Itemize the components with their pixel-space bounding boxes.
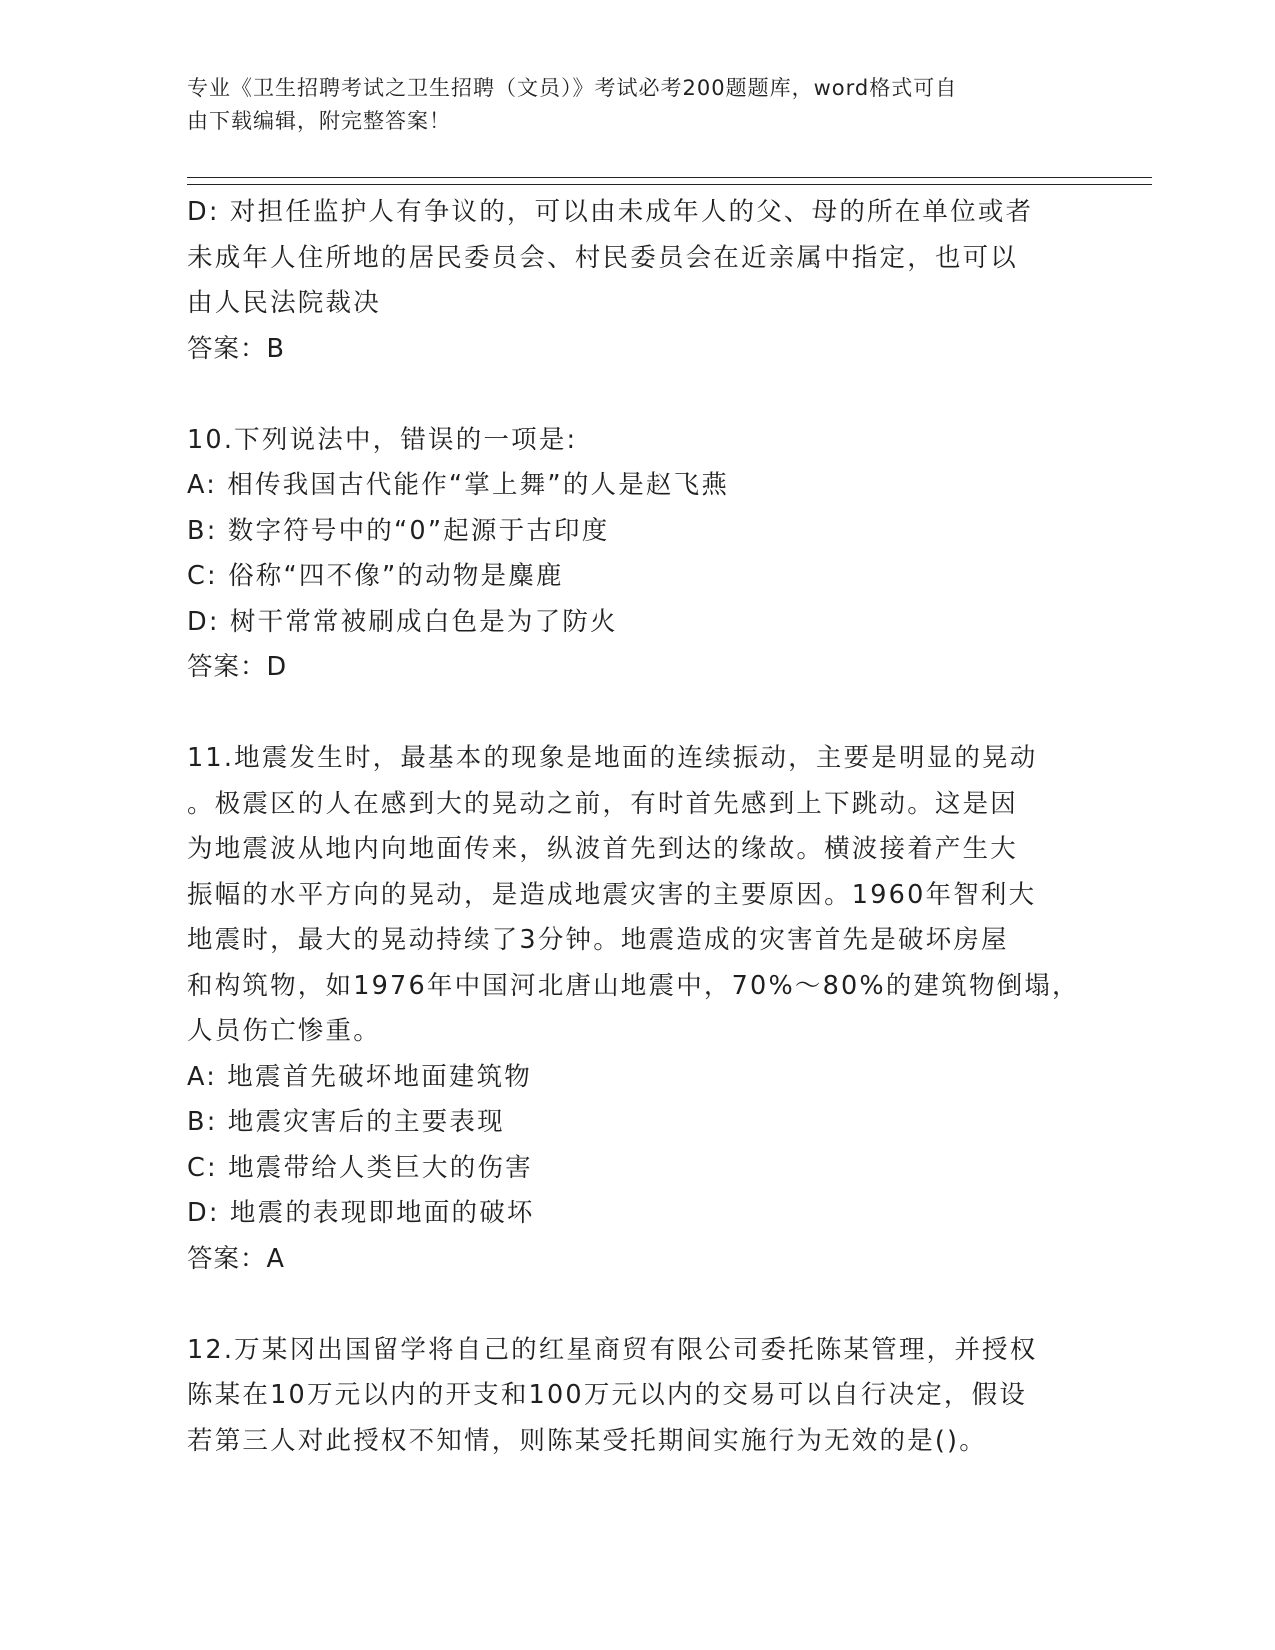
q11-option-b: B: 地震灾害后的主要表现 <box>187 1107 505 1137</box>
q10-stem: 10.下列说法中，错误的一项是: <box>187 424 578 455</box>
q11-stem-line: 11.地震发生时，最基本的现象是地面的连续振动，主要是明显的晃动 <box>187 743 1038 773</box>
q12-stem-line: 若第三人对此授权不知情，则陈某受托期间实施行为无效的是()。 <box>187 1425 987 1456</box>
document-header <box>187 72 1067 138</box>
q9-option-d-line: 未成年人住所地的居民委员会、村民委员会在近亲属中指定，也可以 <box>187 242 1019 273</box>
q11-stem-line: 人员伤亡惨重。 <box>187 1016 381 1046</box>
q12-stem-line: 陈某在10万元以内的开支和100万元以内的交易可以自行决定，假设 <box>187 1380 1028 1410</box>
q11-answer: 答案：A <box>187 1243 285 1274</box>
q10-option-c: C: 俗称“四不像”的动物是麋鹿 <box>187 561 564 591</box>
question-content <box>187 190 1087 1464</box>
header-line: 由下载编辑，附完整答案！ <box>187 109 451 133</box>
q10-option-d: D: 树干常常被刷成白色是为了防火 <box>187 606 618 637</box>
q10-option-b: B: 数字符号中的“0”起源于古印度 <box>187 515 610 546</box>
spacer <box>187 1282 1087 1328</box>
header-divider-bottom <box>187 184 1152 185</box>
q11-stem-line: 为地震波从地内向地面传来，纵波首先到达的缘故。横波接着产生大 <box>187 834 1019 864</box>
spacer <box>187 372 1087 418</box>
q11-option-c: C: 地震带给人类巨大的伤害 <box>187 1152 533 1183</box>
q11-stem-line: 。极震区的人在感到大的晃动之前，有时首先感到上下跳动。这是因 <box>187 788 1019 819</box>
q12-stem-line: 12.万某冈出国留学将自己的红星商贸有限公司委托陈某管理，并授权 <box>187 1334 1038 1365</box>
q11-option-a: A: 地震首先破坏地面建筑物 <box>187 1061 532 1092</box>
q11-stem-line: 振幅的水平方向的晃动，是造成地震灾害的主要原因。1960年智利大 <box>187 879 1037 910</box>
q11-stem-line: 和构筑物，如1976年中国河北唐山地震中，70%～80%的建筑物倒塌， <box>187 970 1080 1001</box>
q9-answer: 答案：B <box>187 333 285 364</box>
q9-option-d-line: 由人民法院裁决 <box>187 288 381 318</box>
q10-answer: 答案：D <box>187 652 288 682</box>
header-line: 专业《卫生招聘考试之卫生招聘（文员）》考试必考200题题库，word格式可自 <box>187 76 958 100</box>
q11-option-d: D: 地震的表现即地面的破坏 <box>187 1198 535 1228</box>
q9-option-d-line: D: 对担任监护人有争议的，可以由未成年人的父、母的所在单位或者 <box>187 197 1034 227</box>
q10-option-a: A: 相传我国古代能作“掌上舞”的人是赵飞燕 <box>187 470 730 500</box>
q11-stem-line: 地震时，最大的晃动持续了3分钟。地震造成的灾害首先是破坏房屋 <box>187 925 1009 955</box>
header-divider-top <box>187 177 1152 178</box>
spacer <box>187 691 1087 737</box>
